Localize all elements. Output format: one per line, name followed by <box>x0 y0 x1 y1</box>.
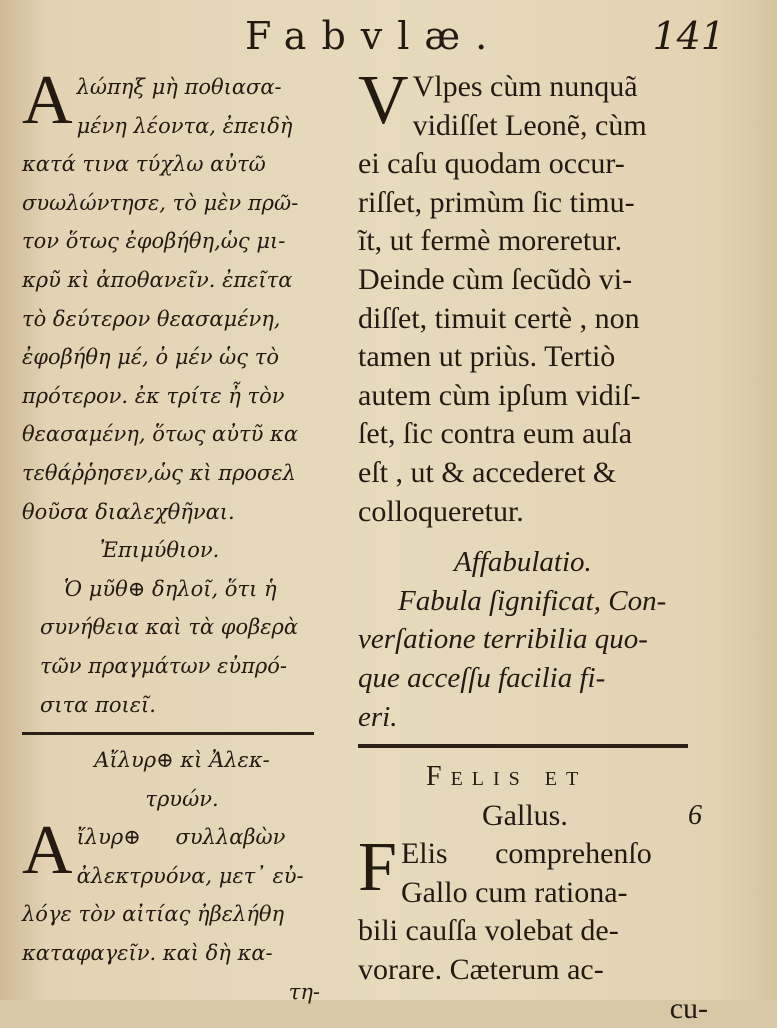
text-line: ſet, ſic contra eum auſa <box>358 417 633 451</box>
running-head: Fabvlæ. <box>245 14 503 58</box>
text-line: καταφαγεῖν. καὶ δὴ κα- <box>22 941 273 966</box>
text-line: Vlpes cùm nunquã <box>412 70 638 103</box>
text-line: συωλώντησε, τὸ μὲν πρῶ- <box>22 190 299 215</box>
text-line: τεθάῤῥησεν,ὡς κὶ προσελ <box>22 460 296 485</box>
moral-heading: Ἐπιμύθιον. <box>100 538 220 563</box>
greek-moral <box>22 570 342 724</box>
text-line: autem cùm ipſum vidiſ- <box>358 378 641 412</box>
text-line: colloqueretur. <box>358 494 524 528</box>
text-line: ἀλεκτρυόνα, μετ᾽ εὐ- <box>76 863 304 888</box>
text-line: τὸ δεύτερον θεασαμένη, <box>22 306 281 331</box>
text-line: Deinde cùm ſecũdò vi- <box>358 262 633 296</box>
text-line: τον ὅτως ἐφοβήθη,ὡς μι- <box>22 229 286 254</box>
text-line: ĩt, ut fermè moreretur. <box>358 224 623 258</box>
page-header <box>0 14 777 66</box>
text-line: bili cauſſa volebat de- <box>358 914 619 948</box>
text-line: ἴλυρ⊕ συλλαβὼν <box>76 825 286 850</box>
fable-title: Αἴλυρ⊕ κὶ Ἀλεκ- <box>94 748 270 773</box>
text-line: eri. <box>358 700 398 733</box>
latin-column <box>358 62 728 1028</box>
text-line: verſatione terribilia quo- <box>358 623 648 656</box>
text-line: Gallo cum rationa- <box>400 875 628 909</box>
fable-title-line-2 <box>358 797 728 836</box>
drop-cap: V <box>358 62 409 139</box>
text-line: ἐφοβήθη μέ, ὀ μέν ὡς τὸ <box>22 345 280 370</box>
text-line: tamen ut priùs. Tertiò <box>358 340 616 374</box>
text-line: κατά τινα τύχλω αὐτῶ <box>22 152 266 177</box>
latin-fable-1 <box>358 62 728 531</box>
greek-fable-1 <box>22 62 342 531</box>
text-line: πρότερον. ἐκ τρίτε ἦ τὸν <box>22 383 285 408</box>
drop-cap: A <box>22 812 73 890</box>
text-line: que acceſſu facilia fi- <box>358 661 606 694</box>
section-rule <box>22 732 314 735</box>
text-line: κρῦ κὶ ἀποθανεῖν. ἐπεῖτα <box>22 267 293 292</box>
text-line: vidiſſet Leonẽ, cùm <box>412 108 647 142</box>
text-line: θοῦσα διαλεχθῆναι. <box>22 499 235 524</box>
fable-number: 6 <box>688 799 702 831</box>
fable-title: τρυών. <box>145 786 219 811</box>
text-line: μένη λέοντα, ἐπειδὴ <box>76 113 293 138</box>
text-line: diſſet, timuit certè , non <box>358 301 640 335</box>
drop-cap: F <box>358 829 397 907</box>
section-rule <box>358 744 688 748</box>
page-number: 141 <box>652 14 725 58</box>
fable-title: Gallus. <box>482 798 568 832</box>
text-line: συνήθεια καὶ τὰ φοβερὰ <box>40 615 299 640</box>
catchword: τη- <box>288 979 320 1004</box>
greek-column <box>22 62 342 1011</box>
fable-title: Felis et <box>426 761 588 793</box>
latin-fable-2 <box>358 829 728 989</box>
text-line: riſſet, primùm ſic timu- <box>358 185 635 219</box>
catchword: cu- <box>669 991 708 1025</box>
moral-heading: Affabulatio. <box>454 546 592 579</box>
text-line: ei caſu quodam occur- <box>358 147 625 181</box>
text-line: τῶν πραγμάτων εὐπρό- <box>40 653 287 678</box>
text-line: eſt , ut & accederet & <box>358 455 617 489</box>
text-line: λόγε τὸν αἰτίας ἠβελήθη <box>22 902 285 927</box>
text-line: Fabula ſignificat, Con- <box>398 584 667 617</box>
greek-fable-2 <box>22 812 342 972</box>
text-line: Elis comprehenſo <box>400 837 652 871</box>
text-line: vorare. Cæterum ac- <box>358 953 604 987</box>
text-line: θεασαμένη, ὅτως αὐτῦ κα <box>22 422 299 447</box>
drop-cap: A <box>22 62 73 139</box>
text-line: Ὁ μῦθ⊕ δηλοῖ, ὅτι ἡ <box>64 576 277 601</box>
latin-moral <box>358 582 728 736</box>
text-line: σιτα ποιεῖ. <box>40 692 156 717</box>
text-line: λώπηξ μὴ ποθιασα- <box>76 75 282 99</box>
